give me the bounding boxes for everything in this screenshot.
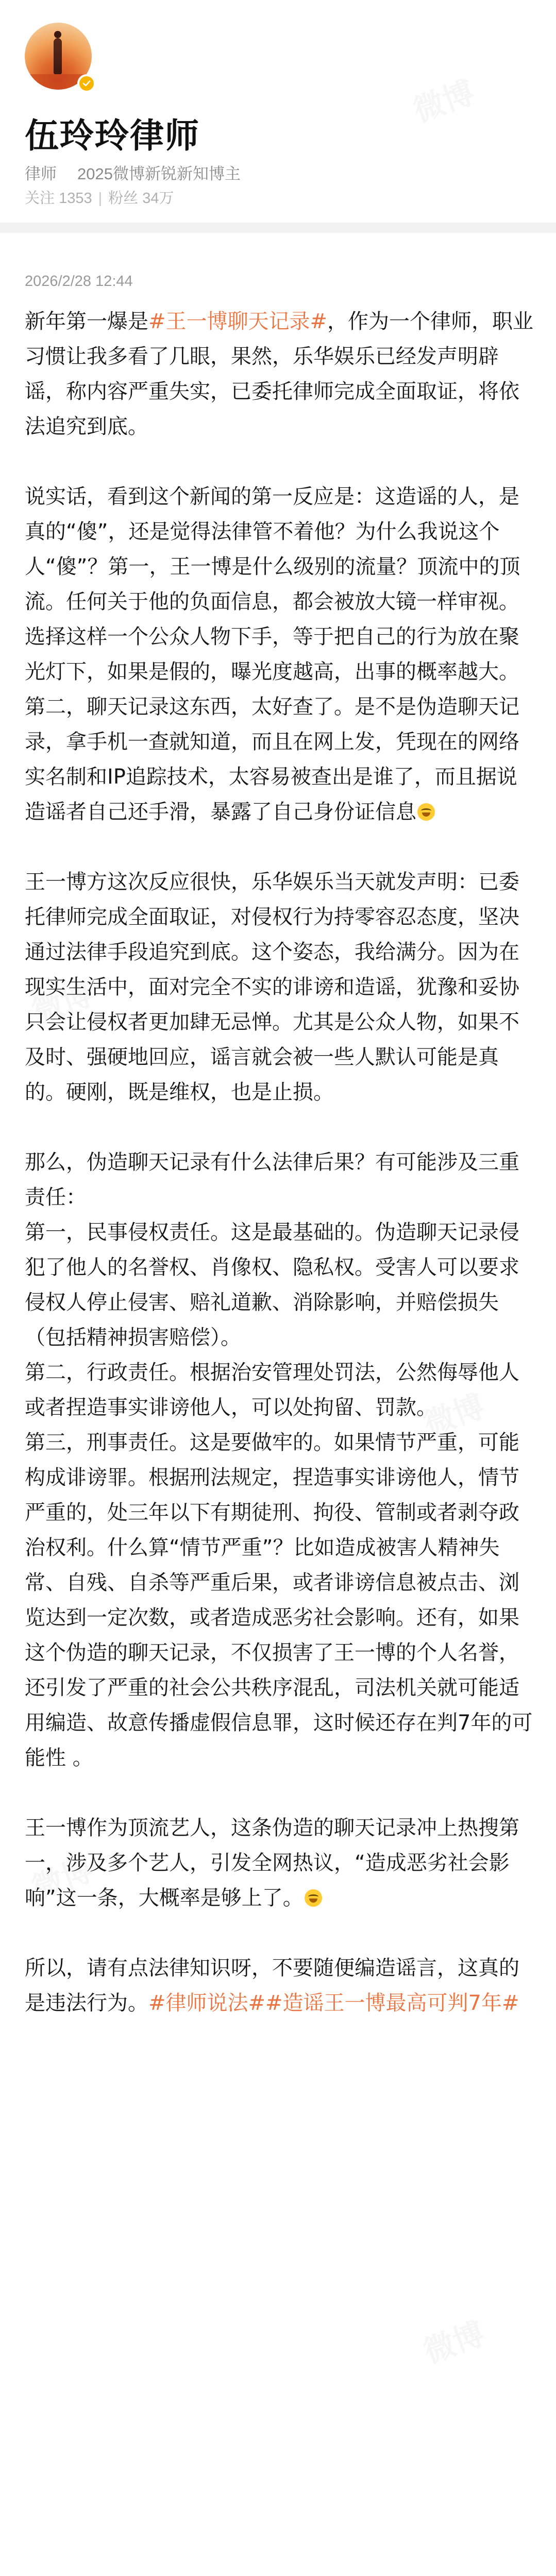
post-paragraph (25, 1145, 535, 1215)
paragraph-text: 第一，民事侵权责任。这是最基础的。伪造聊天记录侵犯了他人的名誉权、肖像权、隐私权。受害人可以要求侵权人停止侵害、赔礼道歉、消除影响，并赔偿损失（包括精神损害赔偿）。 (25, 1221, 519, 1349)
post-paragraph (25, 479, 535, 829)
following-label: 关注 (25, 190, 55, 207)
post-content (25, 304, 535, 2021)
section-divider (0, 223, 556, 233)
hashtag-link[interactable]: #律师说法##造谣王一博最高可判7年# (148, 1991, 519, 2015)
paragraph-spacer (25, 1775, 535, 1810)
profile-role: 律师 (25, 165, 57, 183)
followers-label: 粉丝 (108, 190, 139, 207)
paragraph-spacer (25, 444, 535, 479)
post-paragraph (25, 1215, 535, 1355)
grin-sweat-emoji (305, 1889, 322, 1907)
paragraph-text: 说实话，看到这个新闻的第一反应是：这造谣的人，是真的“傻”，还是觉得法律管不着他？为什么我说这个人“傻”？第一，王一博是什么级别的流量？顶流中的顶流。任何关于他的负面信息，都会被放大镜一样审视。选择这样一个公众人物下手，等于把自己的行为放在聚光灯下，如果是假的，曝光度越高，出事的概率越大。第二，聊天记录这东西，太好查了。是不是伪造聊天记录，拿手机一查就知道，而且在网上发，凭现在的网络实名制和IP追踪技术，太容易被查出是谁了，而且据说造谣者自己还手滑，暴露了自己身份证信息 (25, 485, 520, 824)
post-paragraph (25, 1951, 535, 2021)
profile-name[interactable]: 伍玲玲律师 (25, 116, 200, 155)
paragraph-text: 所以，请有点法律知识呀，不要随便编造谣言，这真的是违法行为。 (25, 1956, 519, 2015)
followers-count[interactable]: 34万 (142, 190, 174, 207)
watermark (417, 2309, 490, 2372)
post-paragraph (25, 1355, 535, 1425)
hashtag-link[interactable]: #王一博聊天记录# (148, 310, 328, 333)
profile-stats: 关注 1353 | 粉丝 34万 (25, 190, 174, 207)
paragraph-text: 王一博方这次反应很快，乐华娱乐当天就发声明：已委托律师完成全面取证，对侵权行为持零容忍态度，坚决通过法律手段追究到底。这个姿态，我给满分。因为在现实生活中，面对完全不实的诽谤和造谣，犹豫和妥协只会让侵权者更加肆无忌惮。尤其是公众人物，如果不及时、强硬地回应，谣言就会被一些人默认可能是真的。硬刚，既是维权，也是止损。 (25, 870, 519, 1104)
paragraph-spacer (25, 1110, 535, 1145)
post-timestamp: 2026/2/28 12:44 (25, 273, 133, 290)
post-paragraph (25, 1810, 535, 1916)
paragraph-spacer (25, 829, 535, 865)
verified-badge-icon (77, 74, 96, 93)
post-paragraph (25, 304, 535, 444)
paragraph-text: ，作为一个律师，职业习惯让我多看了几眼，果然，乐华娱乐已经发声明辟谣，称内容严重失实，已委托律师完成全面取证，将依法追究到底。 (25, 310, 534, 438)
paragraph-text: 第三，刑事责任。这是要做牢的。如果情节严重，可能构成诽谤罪。根据刑法规定，捏造事实诽谤他人，情节严重的，处三年以下有期徒刑、拘役、管制或者剥夺政治权利。什么算“情节严重”？比如造成被害人精神失常、自残、自杀等严重后果，或者诽谤信息被点击、浏览达到一定次数，或者造成恶劣社会影响。还有，如果这个伪造的聊天记录，不仅损害了王一博的个人名誉，还引发了严重的社会公共秩序混乱，司法机关就可能适用编造、故意传播虚假信息罪，这时候还存在判7年的可能性 。 (25, 1431, 533, 1770)
watermark (407, 68, 480, 131)
paragraph-text: 新年第一爆是 (25, 310, 148, 333)
paragraph-text: 第二，行政责任。根据治安管理处罚法，公然侮辱他人或者捏造事实诽谤他人，可以处拘留、罚款。 (25, 1361, 519, 1419)
grin-sweat-emoji (417, 803, 435, 821)
post-paragraph (25, 865, 535, 1110)
following-count[interactable]: 1353 (59, 190, 92, 207)
post-paragraph (25, 1425, 535, 1775)
profile-subtitle (25, 161, 241, 184)
profile-honor: 2025微博新锐新知博主 (77, 165, 241, 183)
paragraph-text: 那么，伪造聊天记录有什么法律后果？有可能涉及三重责任： (25, 1150, 519, 1209)
paragraph-spacer (25, 1916, 535, 1951)
avatar[interactable] (25, 23, 92, 90)
paragraph-text: 王一博作为顶流艺人，这条伪造的聊天记录冲上热搜第一，涉及多个艺人，引发全网热议，“造成恶劣社会影响”这一条，大概率是够上了。 (25, 1816, 519, 1910)
